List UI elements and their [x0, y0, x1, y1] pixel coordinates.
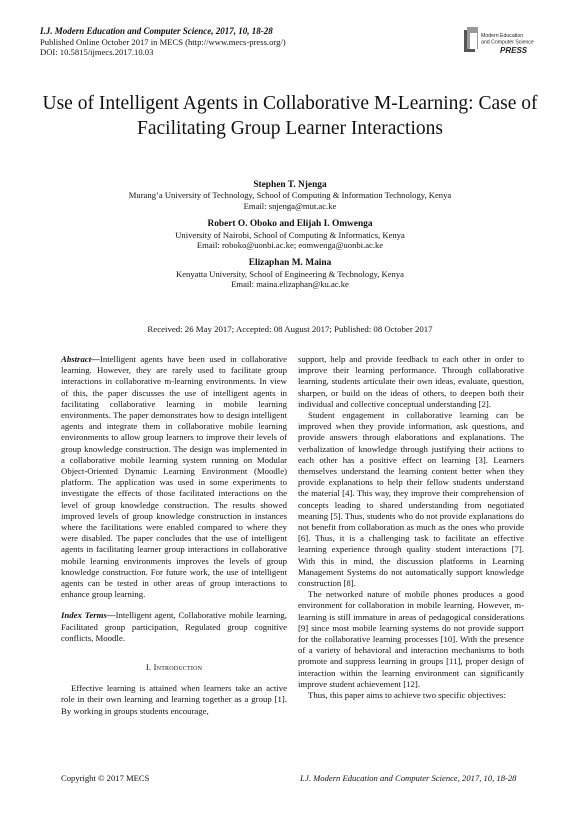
author-name: Elizaphan M. Maina [248, 258, 332, 269]
author-name: Stephen T. Njenga [253, 180, 327, 190]
publication-info: Published Online October 2017 in MECS (http://www.mecs-press.org/) [40, 36, 286, 47]
section-heading [61, 662, 287, 673]
journal-citation: I.J. Modern Education and Computer Science, 2017, 10, 18-28 [40, 26, 273, 36]
body-paragraph: The networked nature of mobile phones produces a good environment for collaboration in mobile learning. However, m-learning is still immature in areas of pedagogical considerations [9] since most mobile learning systems do not provide support for the collaborative learning processes [10]. With the presence of a variety of behavioral and interaction mechanisms to both promote and suppress learning in groups [11], proper design of interaction within the learning environment can significantly improve student achievement [12]. [298, 589, 524, 689]
author-affiliation: University of Nairobi, School of Computing & Informatics, Kenya [175, 229, 405, 240]
doi: DOI: 10.5815/ijmecs.2017.10.03 [40, 47, 154, 58]
logo-line-3: PRESS [500, 46, 528, 55]
section-title: Introduction [153, 662, 203, 673]
index-terms-label: Index Terms— [61, 610, 116, 621]
footer-journal: I.J. Modern Education and Computer Science, 2017, 10, 18-28 [300, 773, 517, 783]
right-column [298, 354, 524, 701]
section-number: I. [145, 662, 152, 673]
mecs-press-logo [462, 24, 546, 62]
author-email: Email: snjenga@mut.ac.ke [243, 200, 337, 211]
author-name: Robert O. Oboko and Elijah I. Omwenga [207, 219, 373, 230]
paper-title: Use of Intelligent Agents in Collaborative M-Learning: Case of Facilitating Group Learner Interactions [42, 93, 538, 139]
publication-dates: Received: 26 May 2017; Accepted: 08 August 2017; Published: 08 October 2017 [147, 324, 433, 334]
abstract-label: Abstract— [61, 354, 100, 364]
abstract [61, 354, 287, 600]
index-terms-text: Intelligent agent, Collaborative mobile learning, Facilitated group participation, Regulated group cognitive conflicts, Moodle. [61, 610, 287, 643]
intro-paragraph: Effective learning is attained when learners take an active role in their own learning and learning together as a group [1]. By working in groups students encourage, [61, 683, 287, 716]
author-block [40, 180, 540, 290]
logo-line-2: and Computer Science [481, 39, 534, 46]
journal-header [40, 26, 286, 58]
body-paragraph: Student engagement in collaborative learning can be improved when they provide information, ask questions, and provide answers through elaborations and explanations. The verbalization of knowledge through justifying their actions to each other has a positive effect on learning [3]. Learners themselves understand the learning content better when they provide explanations to help their fellow students understand the material [4]. This way, they improve their comprehension of concepts leading to shared understanding from negotiated meaning [5]. Thus, students who do not provide explanations do not benefit from collaboration as much as the ones who provide [6]. Thus, it is a challenging task to facilitate an effective learning experience through quality student interactions [7]. With this in mind, the discussion platforms in Learning Management Systems do not automatically support knowledge construction [8]. [298, 410, 524, 589]
index-terms [61, 610, 287, 644]
author-affiliation: Murang’a University of Technology, School of Computing & Information Technology, Kenya [128, 190, 452, 201]
left-column [61, 354, 287, 717]
abstract-text: Intelligent agents have been used in collaborative learning. However, they are rarely used to facilitate group interactions in collaborative m-learning environments. In view of this, the paper discusses the use of intelligent agents in facilitating collaborative learning in mobile learning environments. The paper demonstrates how to design intelligent agents and integrate them in collaborative mobile learning environments to allow group learners to improve their levels of group knowledge construction. The design was implemented in a collaborative mobile learning system running on Modular Object-Oriented Dynamic Learning Environment (Moodle) platform. The application was used in some experiments to investigate the effects of those facilitated interactions on the level of group knowledge construction. The results showed improved levels of group knowledge construction in instances where the facilitations were enabled compared to where they were disabled. The paper concludes that the use of intelligent agents in facilitating learner group interactions in collaborative mobile learning environments improves the levels of group knowledge construction. For future work, the use of intelligent agents can be tested in other areas of group interactions to enhance group learning. [61, 354, 287, 600]
body-paragraph: Thus, this paper aims to achieve two specific objectives: [308, 690, 506, 701]
author-affiliation: Kenyatta University, School of Engineering & Technology, Kenya [176, 268, 404, 279]
logo-line-1: Modern Education [481, 33, 524, 39]
author-email: Email: maina.elizaphan@ku.ac.ke [231, 279, 349, 290]
footer-copyright: Copyright © 2017 MECS [61, 773, 150, 783]
author-email: Email: roboko@uonbi.ac.ke; eomwenga@uonbi.ac.ke [196, 240, 384, 251]
body-paragraph: support, help and provide feedback to each other in order to improve their learning performance. Through collaborative learning, students articulate their own ideas, evaluate, question, sharpen, or build on the ideas of others, to deepen both their individual and collective conceptual understanding [2]. [298, 354, 524, 409]
